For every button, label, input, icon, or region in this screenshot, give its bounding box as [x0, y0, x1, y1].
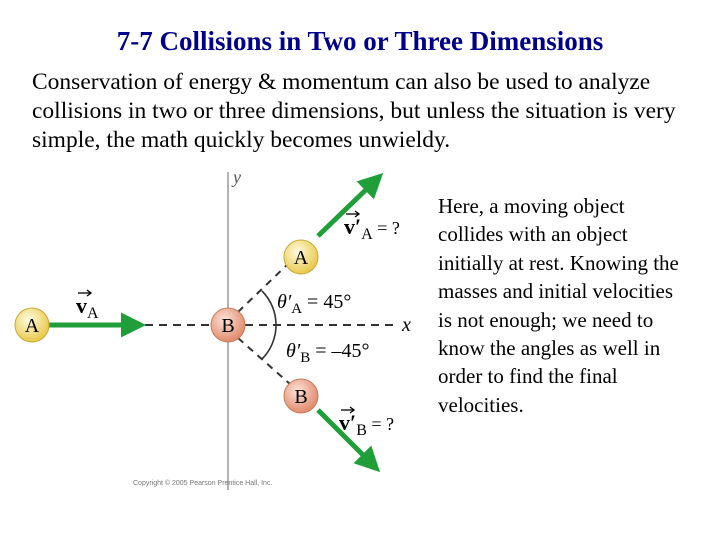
vA-final-label: [344, 211, 400, 243]
y-axis-label: y: [233, 167, 241, 187]
theta-A-label: $\theta'_A = 45^\circ$: [277, 291, 352, 317]
ball-A-final-label: A: [293, 247, 309, 269]
ball-B-final: [284, 379, 318, 413]
vB-final-label: [339, 407, 394, 439]
path-to-B-final: [238, 338, 290, 384]
side-paragraph: Here, a moving object collides with an object initially at rest. Knowing the masses and initial velocities is not enough; we need to know the angles as well in order to find the final velocities.: [438, 194, 679, 417]
collision-diagram: [0, 160, 430, 500]
ball-A-final: [284, 240, 318, 274]
ball-B-initial-label: B: [221, 315, 235, 337]
theta-B-label: $\theta'_B = -45^\circ$: [286, 340, 370, 366]
ball-A-initial: [15, 308, 49, 342]
angle-arc-A: [262, 291, 276, 325]
intro-paragraph: Conservation of energy & momentum can also be used to analyze collisions in two or three dimensions, but unless the situation is very simple, the math quickly becomes unwieldy.: [32, 69, 676, 153]
slide-title: 7-7 Collisions in Two or Three Dimensions: [116, 26, 604, 56]
svg-text:vA: $v_A$: [76, 293, 99, 322]
svg-text:v′A = ?: $v'_A$ = ?: [344, 214, 400, 243]
x-axis-label: x: [402, 314, 411, 336]
angle-arc-B: [262, 325, 276, 359]
ball-B-initial: [211, 308, 245, 342]
ball-B-final-label: B: [294, 386, 308, 408]
svg-text:v′B = ?: $v'_B$ = ?: [339, 410, 394, 439]
copyright-notice: Copyright © 2005 Pearson Prentice Hall, Inc.: [133, 480, 273, 487]
ball-A-initial-label: A: [24, 315, 40, 337]
vA-initial-label: [76, 290, 99, 322]
